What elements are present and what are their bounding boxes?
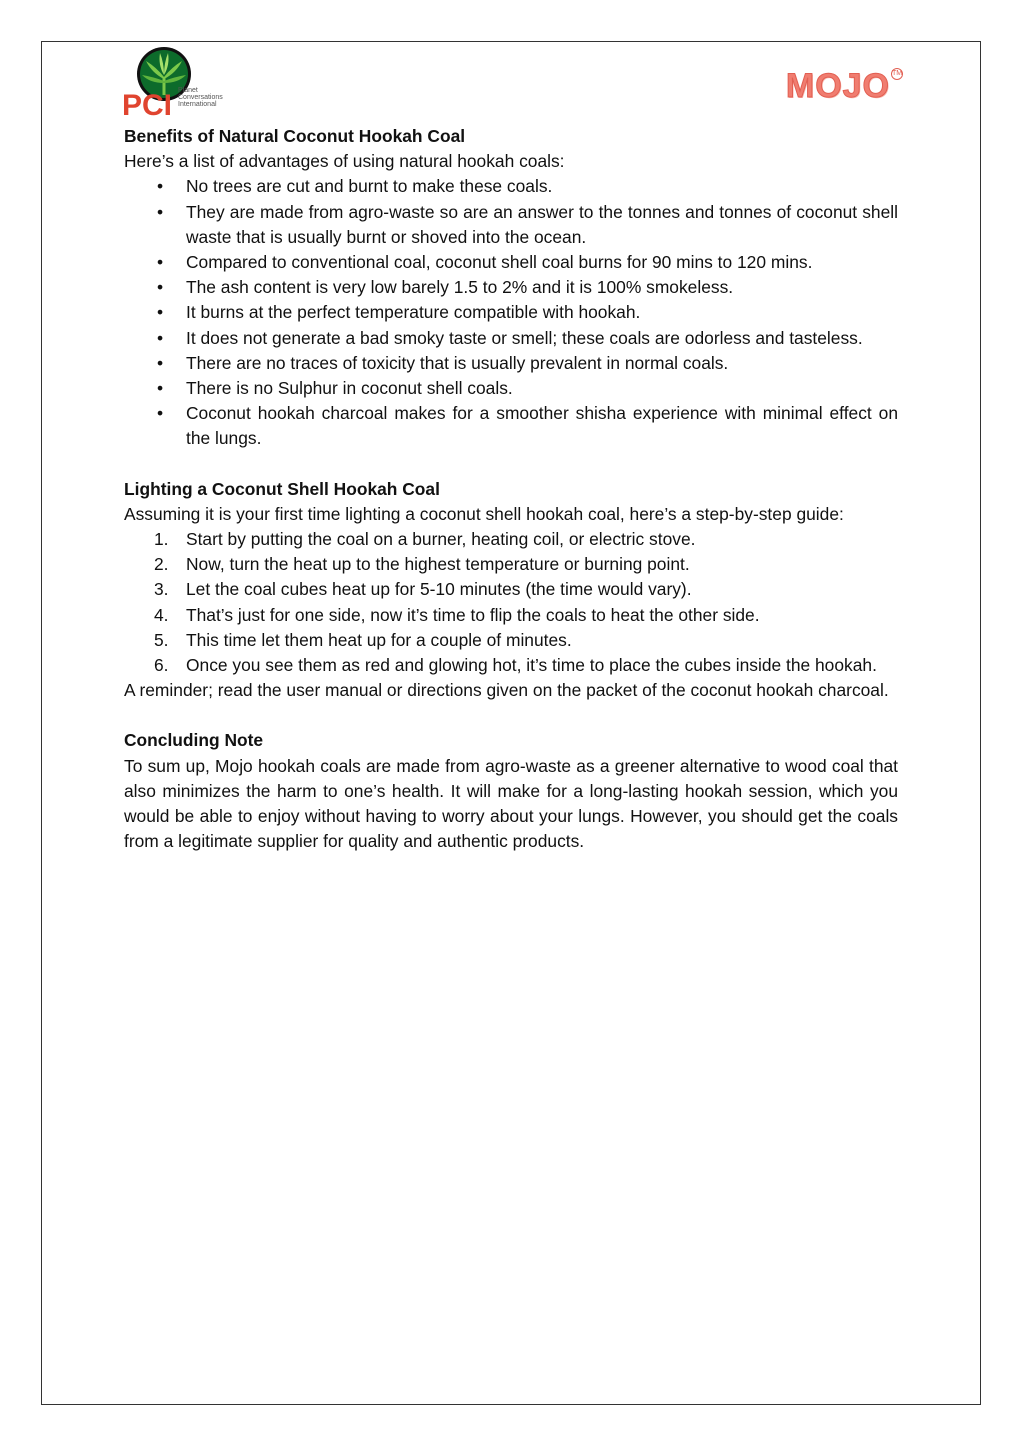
list-item: • They are made from agro-waste so are an answer to the tonnes and tonnes of coconut shell waste that is usually burnt or shoved into the ocean. bbox=[124, 200, 898, 250]
concluding-heading: Concluding Note bbox=[124, 730, 264, 751]
step-number: 6. bbox=[154, 655, 169, 676]
benefits-list bbox=[124, 174, 898, 451]
list-item: • Coconut hookah charcoal makes for a smoother shisha experience with minimal effect on the lungs. bbox=[124, 401, 898, 451]
trademark-badge: TM bbox=[891, 68, 903, 80]
list-item: • The ash content is very low barely 1.5 to 2% and it is 100% smokeless. bbox=[124, 275, 898, 300]
tree-emblem-icon bbox=[122, 47, 222, 119]
step-text: This time let them heat up for a couple of minutes. bbox=[186, 629, 572, 650]
lighting-heading: Lighting a Coconut Shell Hookah Coal bbox=[124, 478, 440, 499]
pci-letters: PCI bbox=[122, 89, 173, 119]
step-text: Let the coal cubes heat up for 5-10 minutes (the time would vary). bbox=[186, 579, 692, 600]
list-item bbox=[124, 577, 898, 602]
list-item: • No trees are cut and burnt to make these coals. bbox=[124, 174, 898, 199]
step-number: 2. bbox=[154, 554, 169, 575]
lighting-intro: Assuming it is your first time lighting a coconut shell hookah coal, here’s a step-by-step guide: bbox=[124, 503, 844, 524]
mojo-wordmark: MOJO bbox=[785, 67, 890, 105]
list-item: • Compared to conventional coal, coconut shell coal burns for 90 mins to 120 mins. bbox=[124, 250, 898, 275]
section-spacer bbox=[124, 452, 898, 477]
list-item bbox=[124, 603, 898, 628]
concluding-body: To sum up, Mojo hookah coals are made from agro-waste as a greener alternative to wood coal that also minimizes the harm to one’s health. It will make for a long-lasting hookah session, which you would be able to enjoy without having to worry about your lungs. However, you should get the coals from a legitimate supplier for quality and authentic products. bbox=[124, 755, 898, 852]
step-text: Now, turn the heat up to the highest temperature or burning point. bbox=[186, 554, 690, 575]
section-spacer bbox=[124, 703, 898, 728]
step-text: Once you see them as red and glowing hot, it’s time to place the cubes inside the hookah. bbox=[186, 655, 877, 676]
brand-line-3: International bbox=[178, 101, 217, 108]
step-number: 1. bbox=[154, 529, 169, 550]
lighting-reminder: A reminder; read the user manual or directions given on the packet of the coconut hookah charcoal. bbox=[124, 680, 889, 701]
list-item: • There are no traces of toxicity that is usually prevalent in normal coals. bbox=[124, 351, 898, 376]
lighting-steps bbox=[124, 527, 898, 678]
benefits-intro: Here’s a list of advantages of using natural hookah coals: bbox=[124, 151, 565, 172]
brand-line-1: Planet bbox=[178, 87, 198, 94]
list-item bbox=[124, 552, 898, 577]
document-body bbox=[124, 124, 898, 854]
list-item: • It does not generate a bad smoky taste or smell; these coals are odorless and tasteless. bbox=[124, 326, 898, 351]
pci-logo bbox=[122, 47, 222, 119]
step-text: That’s just for one side, now it’s time to flip the coals to heat the other side. bbox=[186, 604, 760, 625]
list-item bbox=[124, 653, 898, 678]
list-item: • There is no Sulphur in coconut shell coals. bbox=[124, 376, 898, 401]
list-item: • It burns at the perfect temperature compatible with hookah. bbox=[124, 300, 898, 325]
list-item bbox=[124, 628, 898, 653]
mojo-logo bbox=[786, 66, 903, 106]
list-item bbox=[124, 527, 898, 552]
step-number: 4. bbox=[154, 604, 169, 625]
step-number: 5. bbox=[154, 629, 169, 650]
step-number: 3. bbox=[154, 579, 169, 600]
brand-line-2: Conversations bbox=[178, 94, 223, 101]
step-text: Start by putting the coal on a burner, heating coil, or electric stove. bbox=[186, 529, 696, 550]
benefits-heading: Benefits of Natural Coconut Hookah Coal bbox=[124, 126, 466, 146]
pci-brand-lines bbox=[178, 87, 223, 108]
